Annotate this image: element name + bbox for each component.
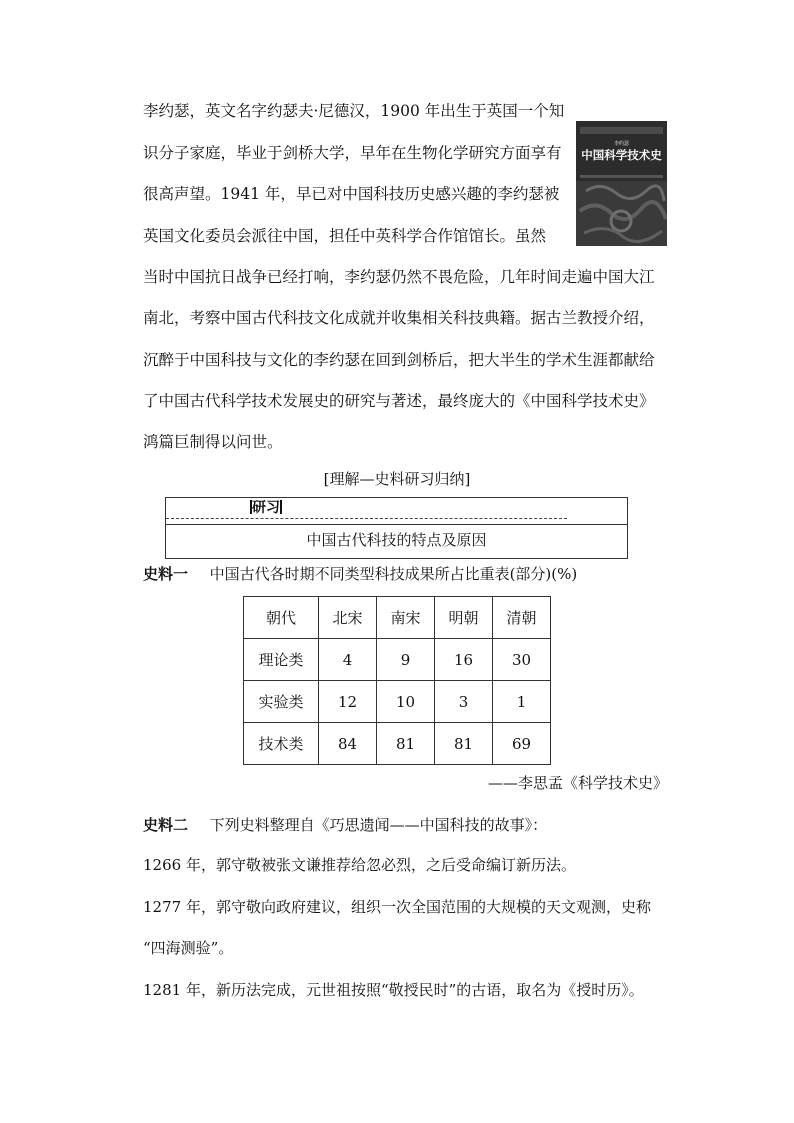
dashed-divider — [166, 518, 567, 519]
study-tag — [250, 499, 282, 517]
source1-label: 史料一 — [143, 565, 189, 583]
study-tag-label: 研习 — [252, 500, 280, 516]
table-cell: 实验类 — [244, 681, 319, 723]
source1-caption: 中国古代各时期不同类型科技成果所占比重表(部分)(%) — [209, 565, 578, 583]
table-cell: 16 — [435, 639, 493, 681]
book-cover-author: 李约瑟 — [613, 141, 629, 147]
paragraph-line: 了中国古代科学技术发展史的研究与著述，最终庞大的《中国科学技术史》 — [143, 392, 655, 410]
paragraph-line: 英国文化委员会派往中国，担任中英科学合作馆馆长。虽然 — [143, 227, 547, 245]
source2-label: 史料二 — [143, 816, 189, 834]
source2-line: “四海测验”。 — [143, 939, 234, 957]
source2-line: 1281 年，新历法完成，元世祖按照“敬授民时”的古语，取名为《授时历》。 — [143, 981, 644, 999]
paragraph-line: 鸿篇巨制得以问世。 — [143, 433, 283, 451]
table-header: 北宋 — [319, 597, 377, 639]
table-cell: 理论类 — [244, 639, 319, 681]
source1-caption-row — [143, 564, 577, 584]
paragraph-line: 很高声望。1941 年，早已对中国科技历史感兴趣的李约瑟被 — [143, 185, 560, 203]
book-cover-title: 中国科学技术史 — [581, 148, 662, 162]
table-cell: 81 — [435, 723, 493, 765]
table-row — [244, 723, 551, 765]
study-box — [165, 497, 628, 559]
source1-citation: ——李思孟《科学技术史》 — [487, 774, 668, 792]
table-cell: 69 — [493, 723, 551, 765]
table-header: 南宋 — [377, 597, 435, 639]
table-cell: 4 — [319, 639, 377, 681]
table-cell: 12 — [319, 681, 377, 723]
paragraph-line: 李约瑟，英文名字约瑟夫·尼德汉，1900 年出生于英国一个知 — [143, 102, 565, 120]
table-header: 清朝 — [493, 597, 551, 639]
cover-pattern-icon — [576, 181, 667, 246]
source2-intro: 下列史料整理自《巧思遗闻——中国科技的故事》： — [209, 816, 548, 834]
table-cell: 81 — [377, 723, 435, 765]
table-cell: 9 — [377, 639, 435, 681]
study-topic: 中国古代科技的特点及原因 — [306, 531, 487, 549]
table-row — [244, 639, 551, 681]
source2-line: 1277 年，郭守敬向政府建议，组织一次全国范围的大规模的天文观测，史称 — [143, 898, 651, 916]
table-cell: 3 — [435, 681, 493, 723]
table-cell: 30 — [493, 639, 551, 681]
paragraph-line: 当时中国抗日战争已经打响，李约瑟仍然不畏危险，几年时间走遍中国大江 — [143, 268, 655, 286]
tag-right-bar — [280, 500, 282, 514]
box-divider — [166, 524, 627, 525]
source2-line: 1266 年，郭守敬被张文谦推荐给忽必烈，之后受命编订新历法。 — [143, 856, 576, 874]
table-cell: 技术类 — [244, 723, 319, 765]
table-header: 朝代 — [244, 597, 319, 639]
table-cell: 1 — [493, 681, 551, 723]
table-header-row — [244, 597, 551, 639]
source2-intro-row — [143, 815, 547, 835]
table-header: 明朝 — [435, 597, 493, 639]
section-heading: [理解—史料研习归纳] — [323, 470, 471, 488]
paragraph-line: 沉醉于中国科技与文化的李约瑟在回到剑桥后，把大半生的学术生涯都献给 — [143, 351, 655, 369]
paragraph-line: 识分子家庭，毕业于剑桥大学，早年在生物化学研究方面享有 — [143, 144, 562, 162]
book-cover-image — [576, 121, 667, 246]
paragraph-line: 南北，考察中国古代科技文化成就并收集相关科技典籍。据古兰教授介绍， — [143, 309, 655, 327]
table-cell: 10 — [377, 681, 435, 723]
data-table — [243, 596, 551, 765]
table-cell: 84 — [319, 723, 377, 765]
table-row — [244, 681, 551, 723]
